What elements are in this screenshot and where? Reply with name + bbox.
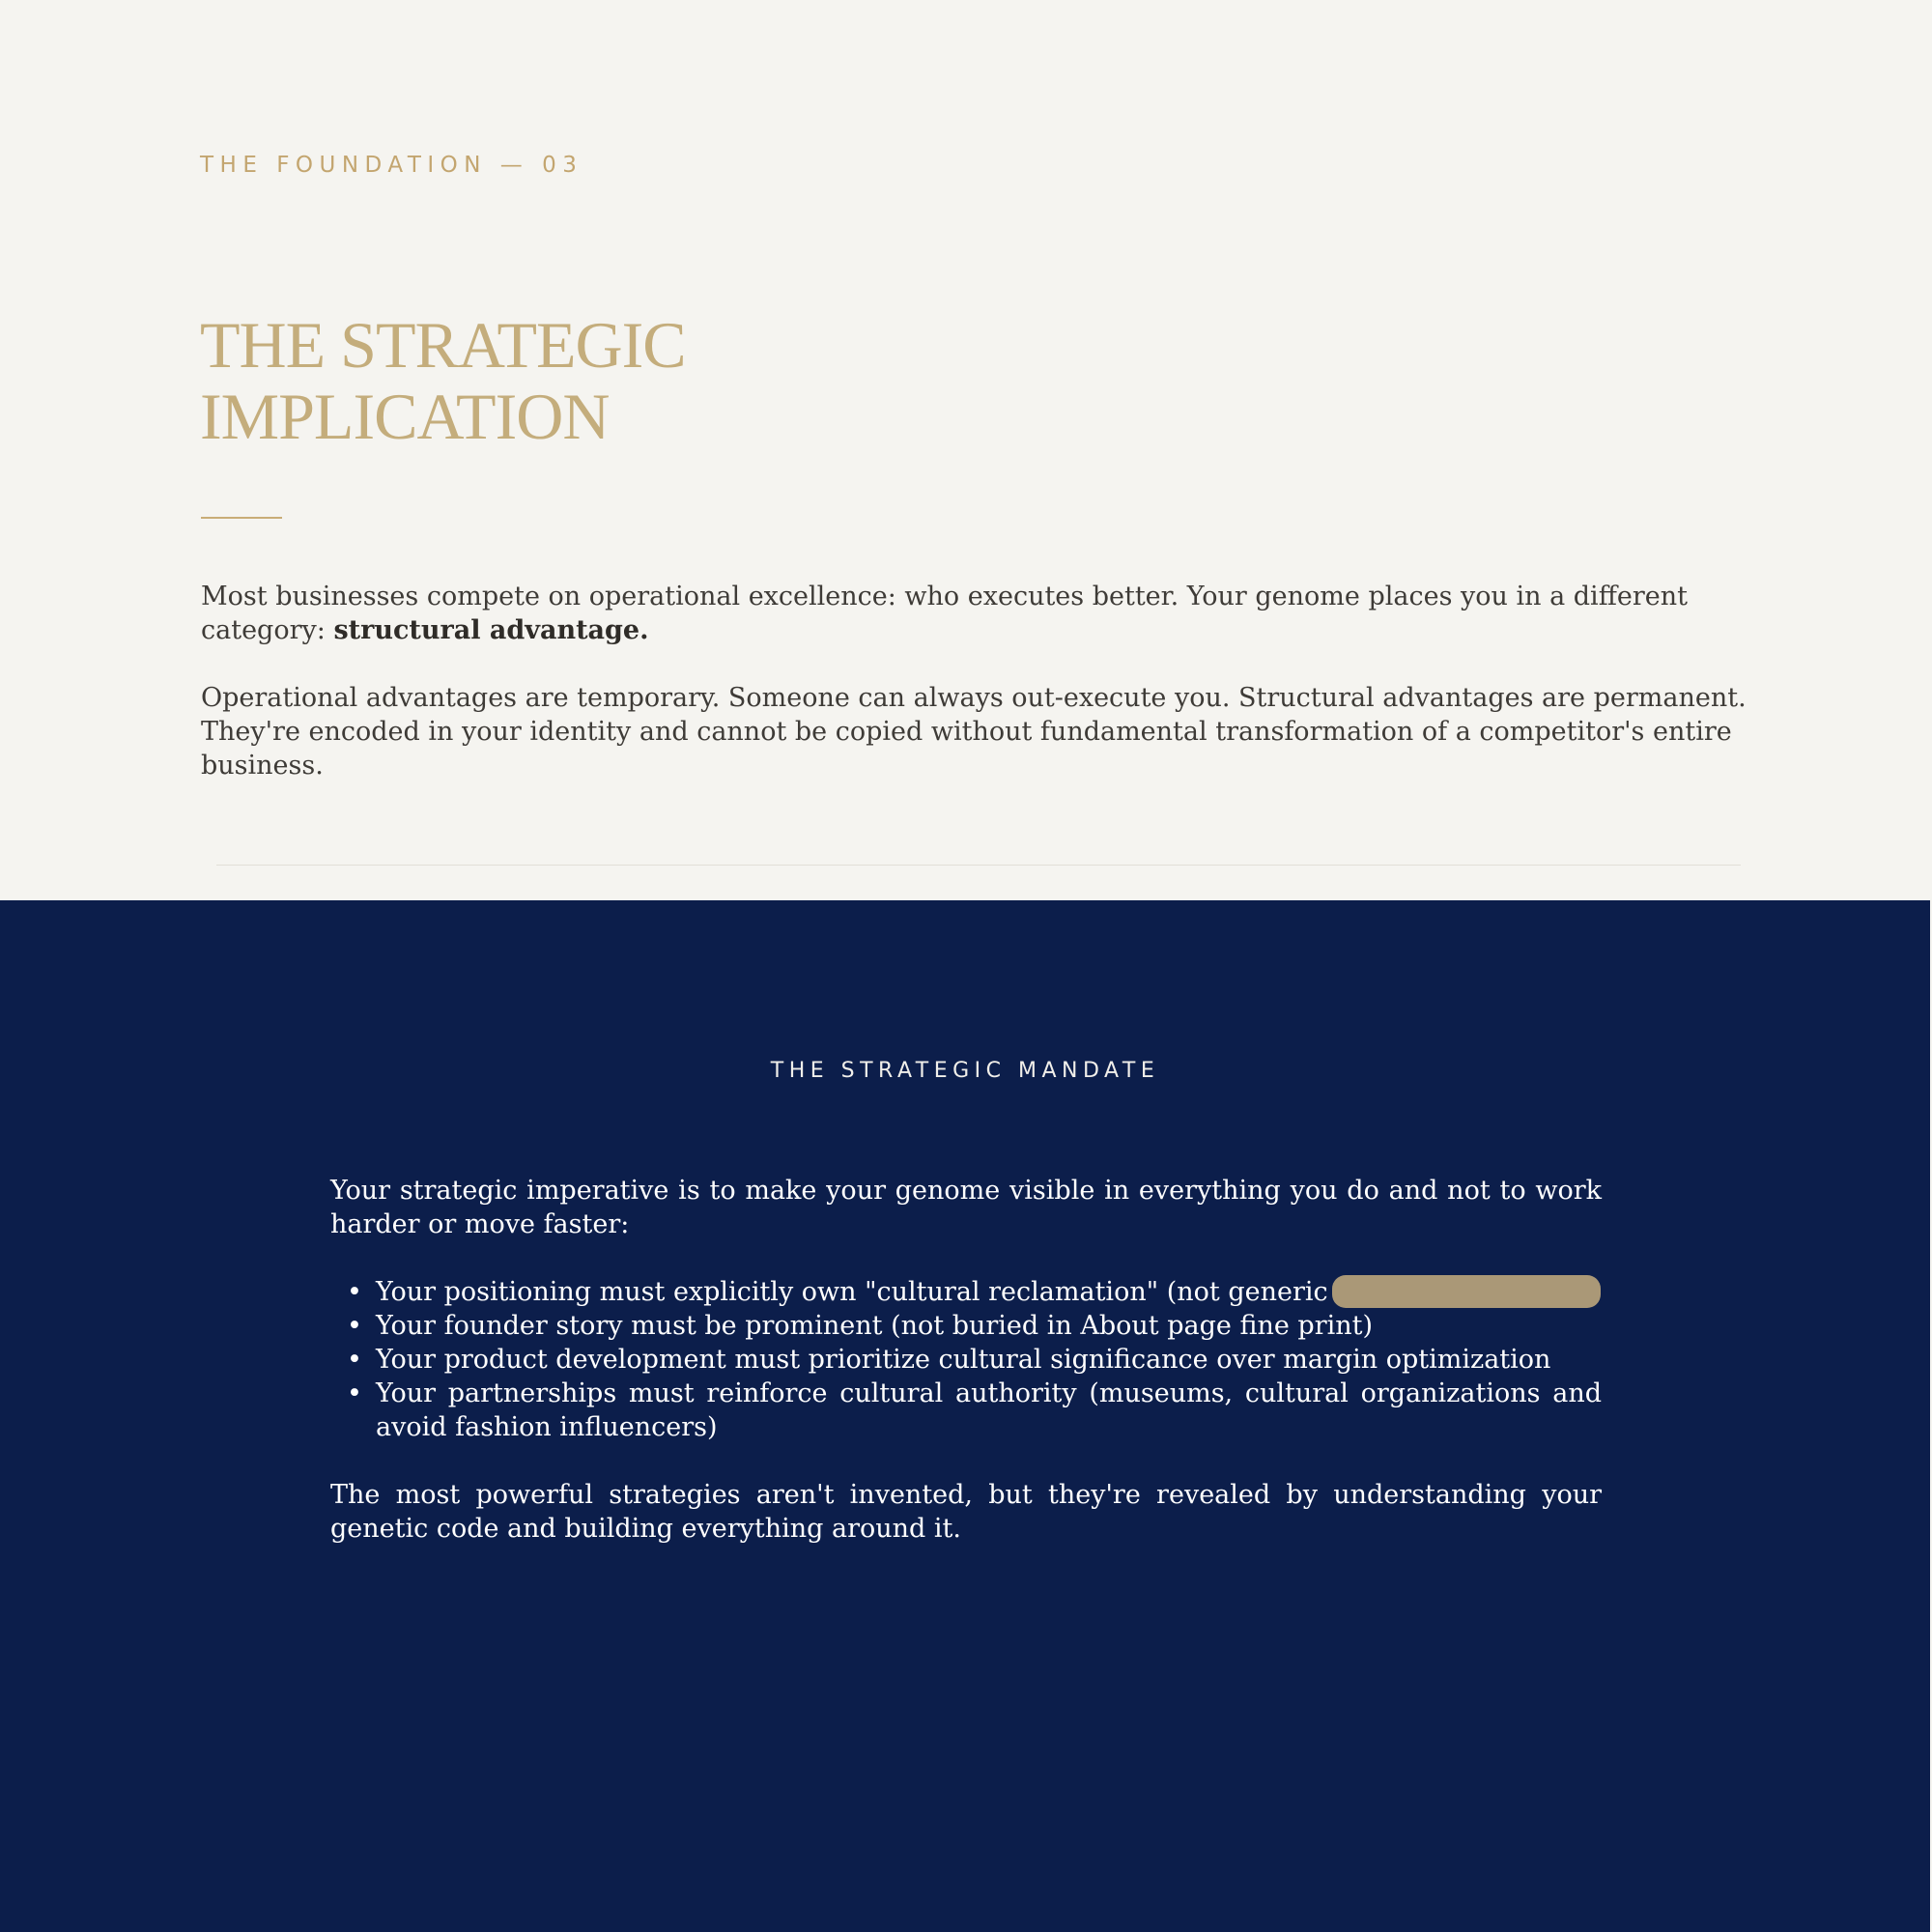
accent-rule	[201, 517, 282, 519]
section-eyebrow: THE FOUNDATION — 03	[200, 153, 583, 178]
bullet-icon: •	[347, 1277, 362, 1307]
mandate-list-item	[347, 1343, 1602, 1377]
mandate-body	[330, 1174, 1602, 1546]
mandate-list-item	[347, 1309, 1602, 1343]
page-title	[200, 309, 1069, 452]
mandate-item-text: Your product development must prioritize cultural significance over margin optimization	[376, 1345, 1551, 1375]
page-title-line-2: IMPLICATION	[200, 380, 610, 453]
mandate-list-item	[347, 1377, 1602, 1444]
bullet-icon: •	[347, 1378, 362, 1408]
bullet-icon: •	[347, 1345, 362, 1375]
mandate-closing: The most powerful strategies aren't invented, but they're revealed by understanding your genetic code and building everything around it.	[330, 1480, 1602, 1544]
foundation-section	[0, 0, 1932, 900]
page-title-line-1: THE STRATEGIC	[200, 308, 686, 382]
advantage-paragraph: Operational advantages are temporary. Someone can always out-execute you. Structural advantages are permanent. They're encoded in your identity and cannot be copied without fundamental transformation of a competitor's entire business.	[201, 683, 1747, 781]
redaction-block	[1332, 1275, 1601, 1308]
mandate-item-text: Your founder story must be prominent (not buried in About page fine print)	[376, 1311, 1374, 1341]
mandate-item-text: Your positioning must explicitly own "cultural reclamation" (not generic	[376, 1277, 1328, 1307]
intro-paragraph	[201, 580, 1747, 647]
intro-paragraph-bold: structural advantage.	[333, 615, 649, 645]
mandate-list	[330, 1275, 1602, 1444]
bullet-icon: •	[347, 1311, 362, 1341]
intro-paragraph-text: Most businesses compete on operational excellence: who executes better. Your genome places you in a different category:	[201, 582, 1688, 645]
mandate-item-text: Your partnerships must reinforce cultural authority (museums, cultural organizations and avoid fashion influencers)	[376, 1378, 1602, 1442]
mandate-intro: Your strategic imperative is to make your genome visible in everything you do and not to work harder or move faster:	[330, 1176, 1602, 1239]
section-divider	[216, 865, 1741, 866]
mandate-section	[0, 900, 1930, 1932]
mandate-list-item	[347, 1275, 1602, 1309]
mandate-label: THE STRATEGIC MANDATE	[770, 1059, 1160, 1083]
